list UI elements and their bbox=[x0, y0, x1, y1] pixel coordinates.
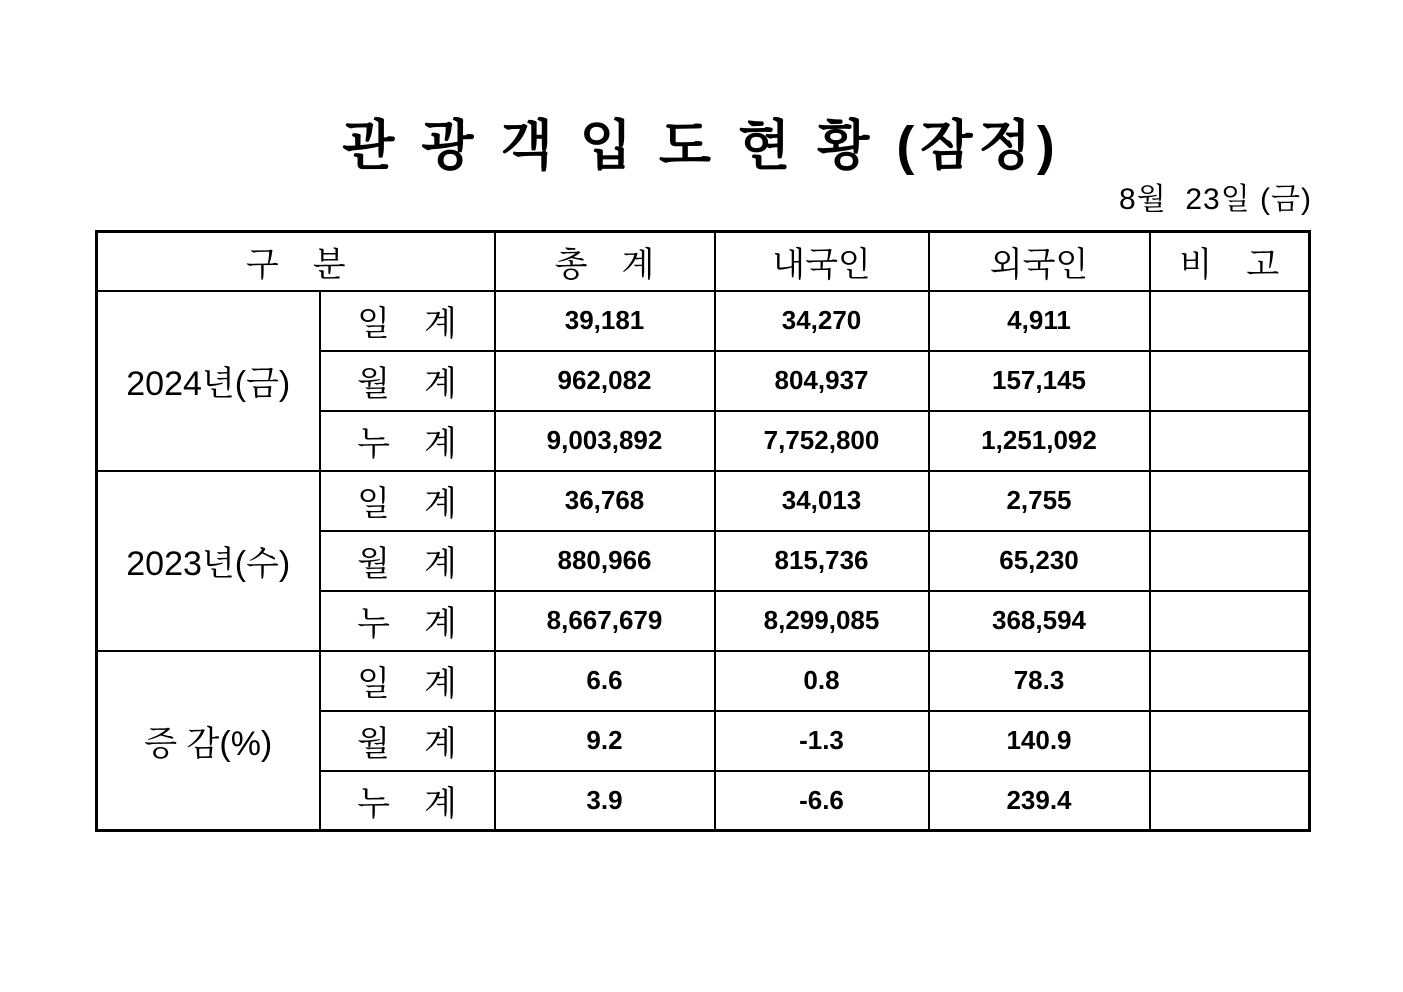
value-foreign: 368,594 bbox=[929, 591, 1150, 651]
year-cell-2023: 2023년(수) bbox=[97, 471, 320, 651]
period-cell: 누 계 bbox=[320, 411, 495, 471]
value-domestic: 0.8 bbox=[715, 651, 929, 711]
value-domestic: 34,270 bbox=[715, 291, 929, 351]
header-category: 구 분 bbox=[97, 232, 495, 291]
header-total: 총 계 bbox=[495, 232, 715, 291]
note-cell bbox=[1150, 591, 1310, 651]
value-foreign: 157,145 bbox=[929, 351, 1150, 411]
value-domestic: -1.3 bbox=[715, 711, 929, 771]
header-foreign: 외국인 bbox=[929, 232, 1150, 291]
year-cell-2024: 2024년(금) bbox=[97, 291, 320, 471]
note-cell bbox=[1150, 411, 1310, 471]
period-cell: 월 계 bbox=[320, 711, 495, 771]
header-domestic: 내국인 bbox=[715, 232, 929, 291]
period-cell: 월 계 bbox=[320, 351, 495, 411]
value-total: 8,667,679 bbox=[495, 591, 715, 651]
value-domestic: 804,937 bbox=[715, 351, 929, 411]
value-total: 9.2 bbox=[495, 711, 715, 771]
value-foreign: 239.4 bbox=[929, 771, 1150, 831]
value-total: 6.6 bbox=[495, 651, 715, 711]
period-cell: 일 계 bbox=[320, 471, 495, 531]
value-domestic: 8,299,085 bbox=[715, 591, 929, 651]
page-title: 관 광 객 입 도 현 황 (잠정) bbox=[342, 116, 1061, 176]
value-foreign: 65,230 bbox=[929, 531, 1150, 591]
value-domestic: 815,736 bbox=[715, 531, 929, 591]
value-total: 962,082 bbox=[495, 351, 715, 411]
value-total: 36,768 bbox=[495, 471, 715, 531]
value-foreign: 4,911 bbox=[929, 291, 1150, 351]
period-cell: 일 계 bbox=[320, 291, 495, 351]
value-domestic: -6.6 bbox=[715, 771, 929, 831]
period-cell: 일 계 bbox=[320, 651, 495, 711]
value-total: 9,003,892 bbox=[495, 411, 715, 471]
header-note: 비 고 bbox=[1150, 232, 1310, 291]
note-cell bbox=[1150, 291, 1310, 351]
note-cell bbox=[1150, 771, 1310, 831]
year-cell-change: 증 감(%) bbox=[97, 651, 320, 831]
value-total: 39,181 bbox=[495, 291, 715, 351]
value-foreign: 2,755 bbox=[929, 471, 1150, 531]
value-foreign: 140.9 bbox=[929, 711, 1150, 771]
value-foreign: 1,251,092 bbox=[929, 411, 1150, 471]
value-foreign: 78.3 bbox=[929, 651, 1150, 711]
tourist-arrival-table bbox=[95, 230, 1311, 832]
report-date: 8월 23일 (금) bbox=[1119, 183, 1312, 216]
note-cell bbox=[1150, 531, 1310, 591]
table-header-row bbox=[97, 232, 1310, 291]
note-cell bbox=[1150, 711, 1310, 771]
note-cell bbox=[1150, 351, 1310, 411]
period-cell: 누 계 bbox=[320, 591, 495, 651]
note-cell bbox=[1150, 651, 1310, 711]
period-cell: 누 계 bbox=[320, 771, 495, 831]
table-row bbox=[97, 471, 1310, 531]
value-total: 3.9 bbox=[495, 771, 715, 831]
period-cell: 월 계 bbox=[320, 531, 495, 591]
value-domestic: 7,752,800 bbox=[715, 411, 929, 471]
value-domestic: 34,013 bbox=[715, 471, 929, 531]
note-cell bbox=[1150, 471, 1310, 531]
table-row bbox=[97, 291, 1310, 351]
table-row bbox=[97, 651, 1310, 711]
value-total: 880,966 bbox=[495, 531, 715, 591]
